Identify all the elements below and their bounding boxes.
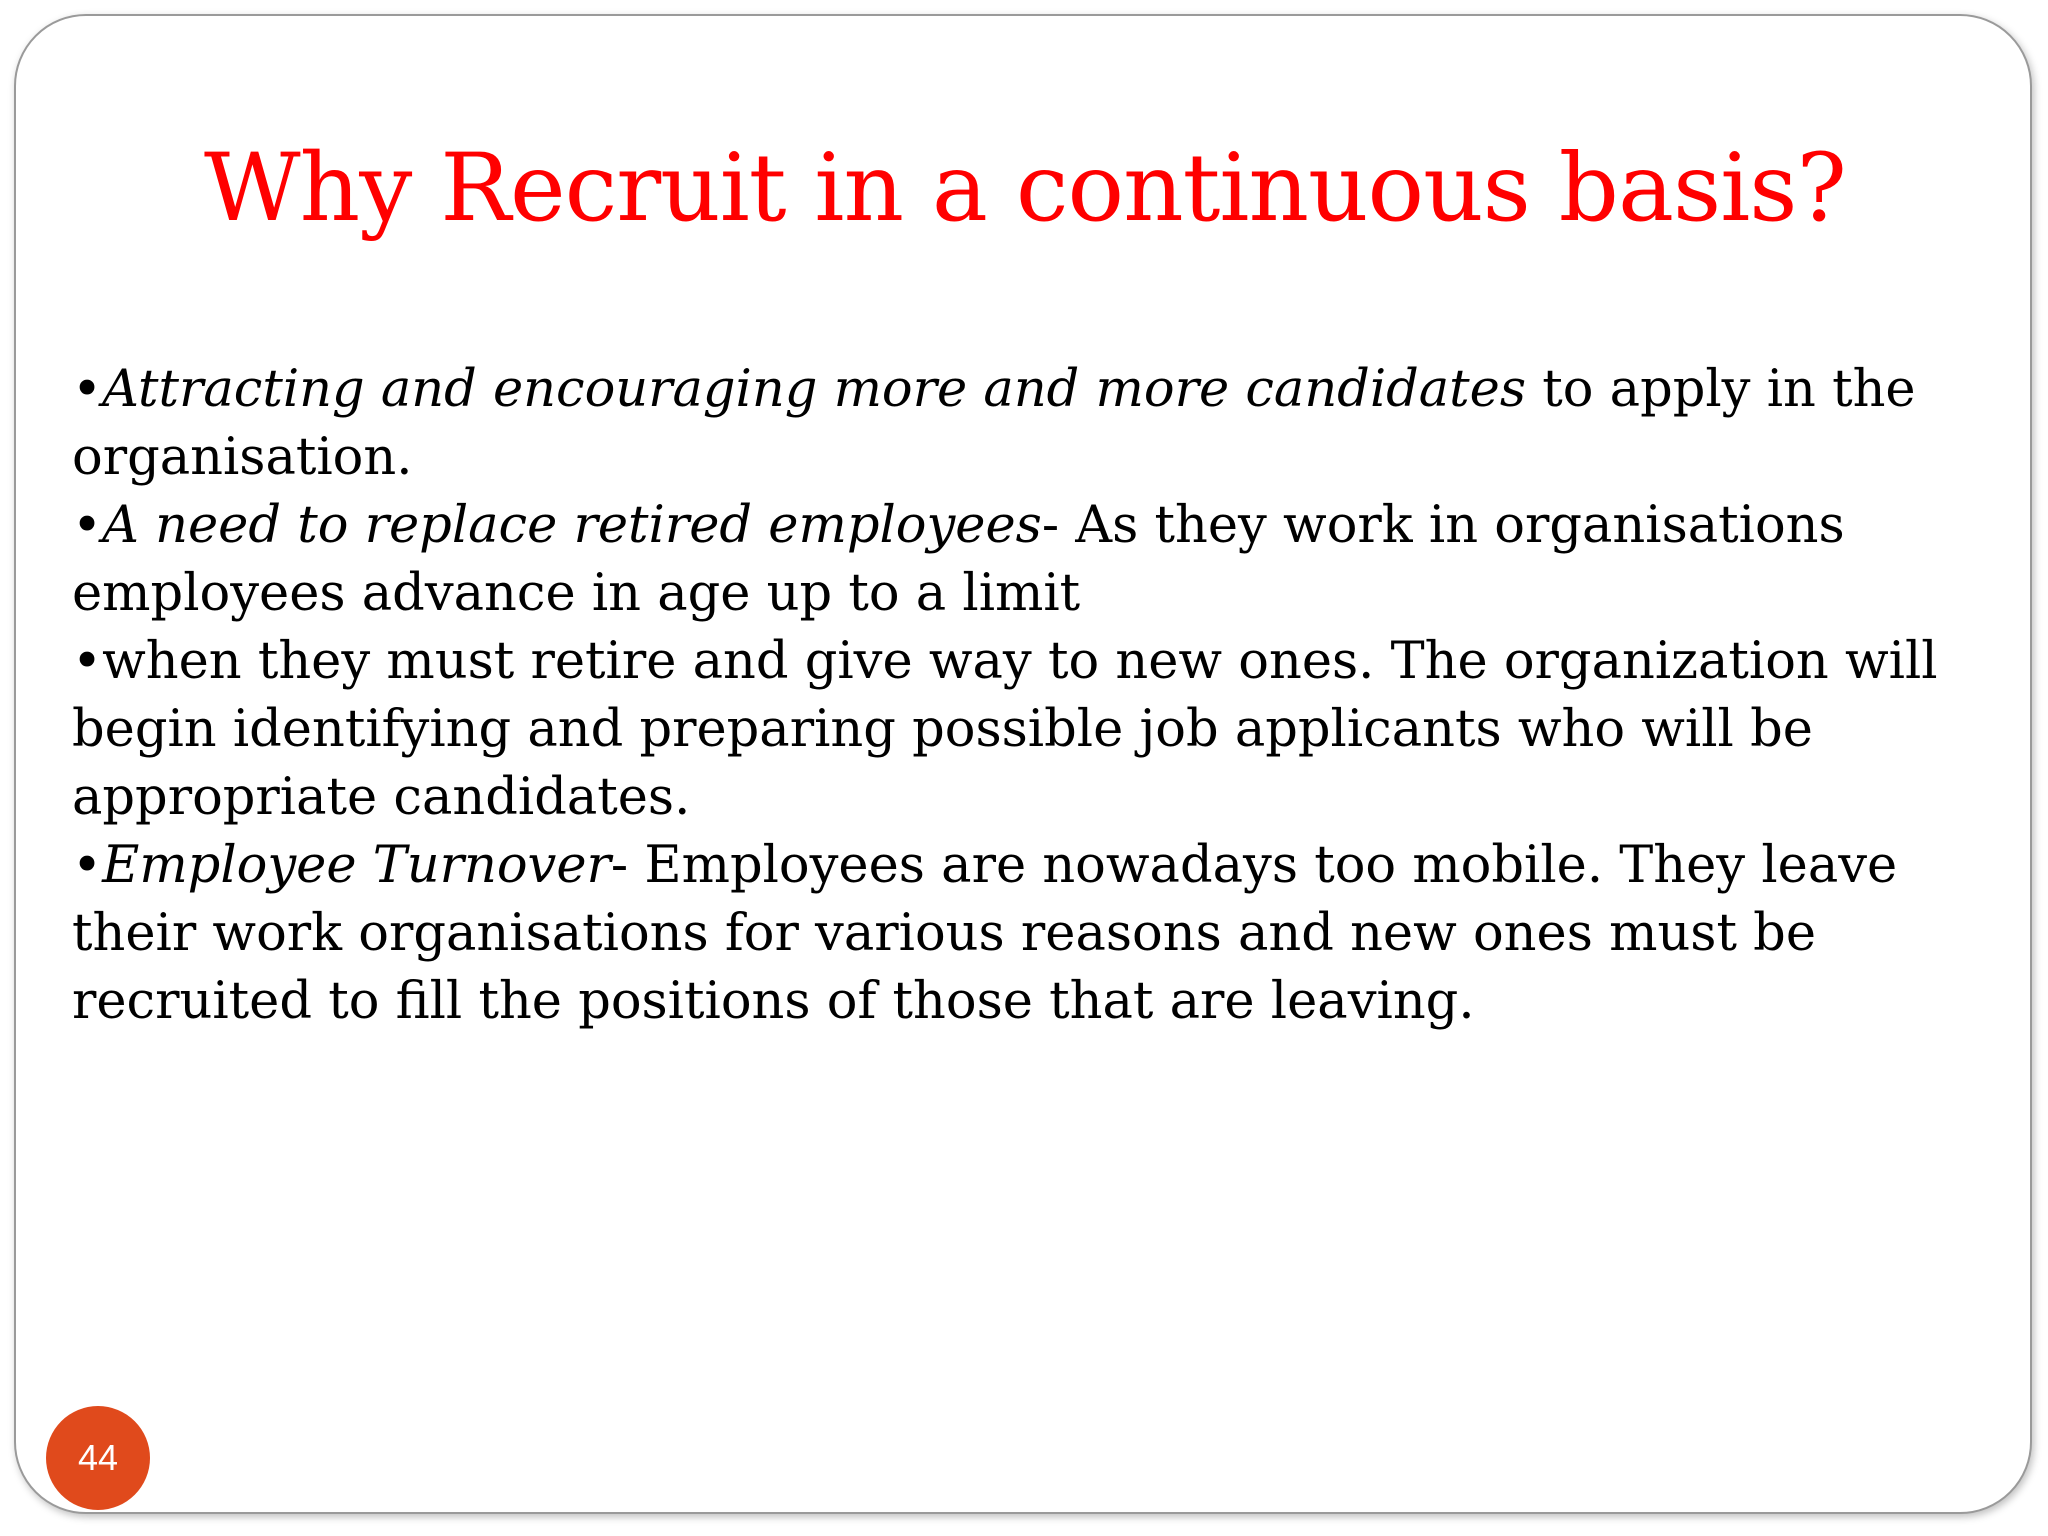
bullet-list <box>72 356 2030 1036</box>
page-number-badge <box>46 1406 150 1510</box>
bullet-item <box>72 492 2030 628</box>
bullet-text: - Employees are nowadays too mobile. They leave their work organisations for various reasons and new ones must be recruited to fill the positions of those that are leaving. <box>72 836 1898 1031</box>
bullet-marker: • <box>72 496 103 555</box>
bullet-item <box>72 832 2030 1036</box>
slide <box>14 14 2032 1514</box>
bullet-emphasis: A need to replace retired employees <box>102 496 1042 555</box>
bullet-text: to apply in the organisation. <box>72 360 1916 487</box>
bullet-marker: • <box>72 836 103 895</box>
slide-title: Why Recruit in a continuous basis? <box>204 134 1846 243</box>
bullet-emphasis: Attracting and encouraging more and more candidates <box>102 360 1527 419</box>
bullet-emphasis: Employee Turnover <box>102 836 611 895</box>
bullet-item <box>72 356 2030 492</box>
bullet-text: - As they work in organisations employees advance in age up to a limit <box>72 496 1845 623</box>
bullet-text: when they must retire and give way to new ones. The organization will begin identifying and preparing possible job applicants who will be appropriate candidates. <box>72 632 1938 827</box>
bullet-marker: • <box>72 360 103 419</box>
page-number: 44 <box>77 1437 119 1478</box>
bullet-item <box>72 628 2030 832</box>
bullet-marker: • <box>72 632 103 691</box>
